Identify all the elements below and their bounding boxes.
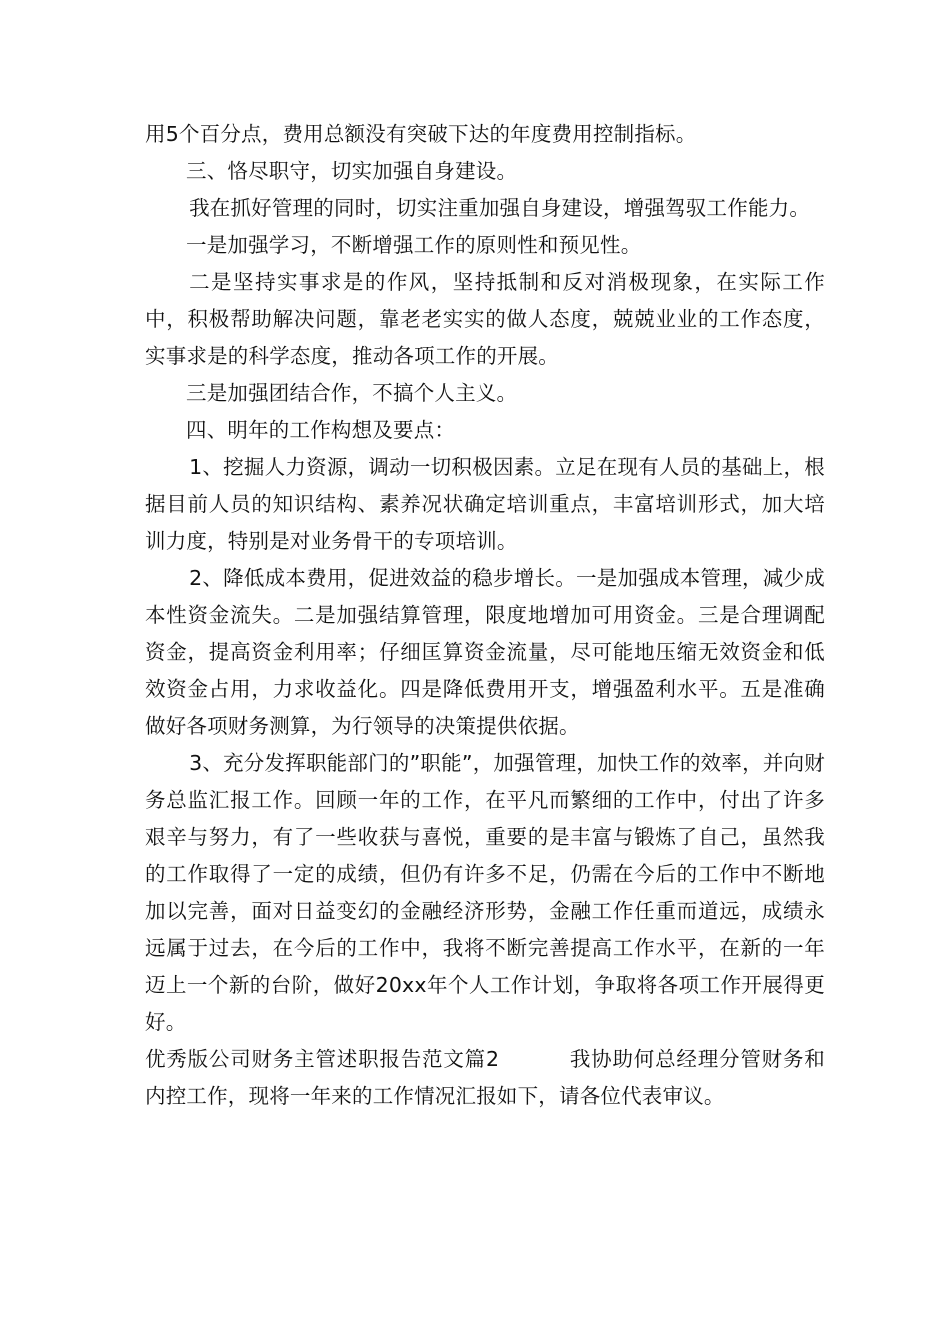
paragraph-7-section-heading: 四、明年的工作构想及要点： xyxy=(186,418,456,442)
paragraph-5: 二是坚持实事求是的作风，坚持抵制和反对消极现象，在实际工作中，积极帮助解决问题，靠老老实实的做人态度，兢兢业业的工作态度，实事求是的科学态度，推动各项工作的开展。 xyxy=(145,270,825,368)
paragraph-3: 我在抓好管理的同时，切实注重加强自身建设，增强驾驭工作能力。 xyxy=(189,196,811,220)
article-heading: 优秀版公司财务主管述职报告范文篇2 xyxy=(145,1047,500,1071)
paragraph-6: 三是加强团结合作，不搞个人主义。 xyxy=(186,381,518,405)
document-body xyxy=(145,116,825,1115)
paragraph-4: 一是加强学习，不断增强工作的原则性和预见性。 xyxy=(186,233,642,257)
paragraph-11 xyxy=(145,1041,825,1115)
paragraph-1: 用5个百分点，费用总额没有突破下达的年度费用控制指标。 xyxy=(145,122,697,146)
paragraph-10: 3、充分发挥职能部门的”职能”，加强管理，加快工作的效率，并向财务总监汇报工作。回顾一年的工作，在平凡而繁细的工作中，付出了许多艰辛与努力，有了一些收获与喜悦，重要的是丰富与锻炼了自己，虽然我的工作取得了一定的成绩，但仍有许多不足，仍需在今后的工作中不断地加以完善，面对日益变幻的金融经济形势，金融工作任重而道远，成绩永远属于过去，在今后的工作中，我将不断完善提高工作水平，在新的一年迈上一个新的台阶，做好20xx年个人工作计划，争取将各项工作开展得更好。 xyxy=(145,751,825,1034)
paragraph-8: 1、挖掘人力资源，调动一切积极因素。立足在现有人员的基础上，根据目前人员的知识结构、素养况状确定培训重点，丰富培训形式，加大培训力度，特别是对业务骨干的专项培训。 xyxy=(145,455,825,553)
paragraph-2-section-heading: 三、恪尽职守，切实加强自身建设。 xyxy=(186,159,518,183)
article-intro: 我协助何总经理分管财务和内控工作，现将一年来的工作情况汇报如下，请各位代表审议。 xyxy=(145,1047,825,1108)
paragraph-9: 2、降低成本费用，促进效益的稳步增长。一是加强成本管理，减少成本性资金流失。二是加强结算管理，限度地增加可用资金。三是合理调配资金，提高资金利用率；仔细匡算资金流量，尽可能地压缩无效资金和低效资金占用，力求收益化。四是降低费用开支，增强盈利水平。五是准确做好各项财务测算，为行领导的决策提供依据。 xyxy=(145,566,825,738)
